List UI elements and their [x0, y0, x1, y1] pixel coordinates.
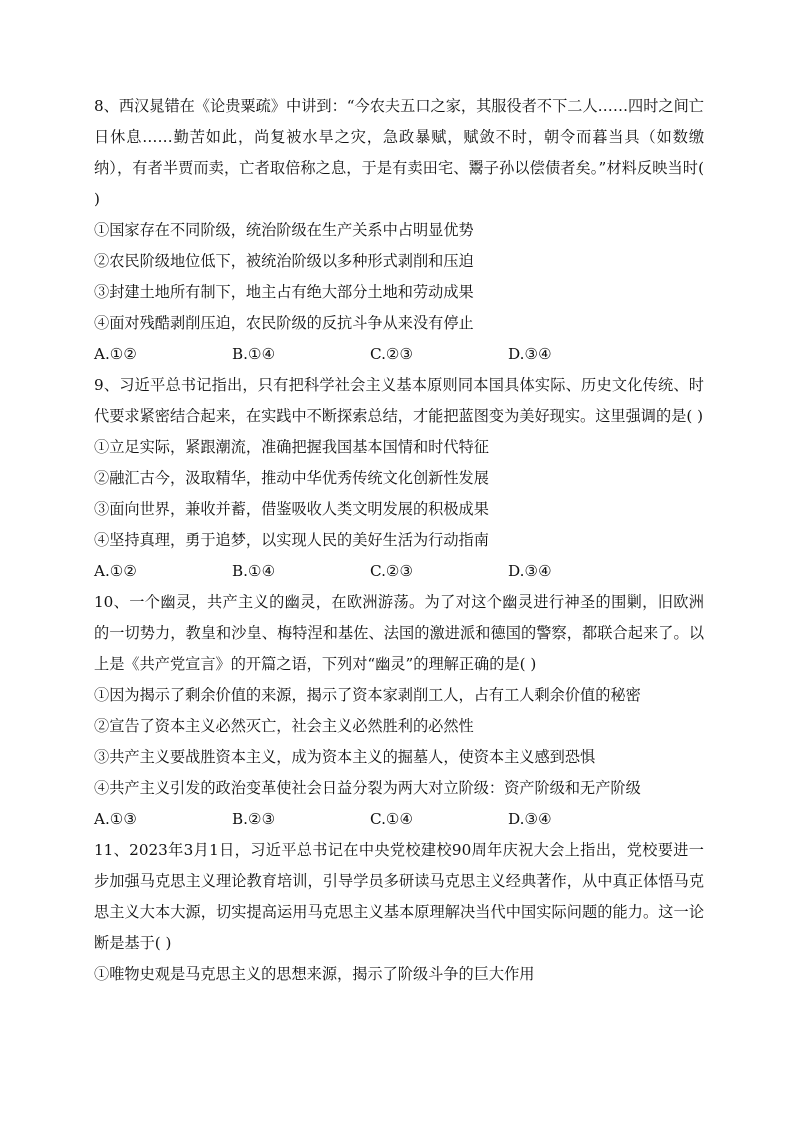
answer-choice: D.③④ — [508, 345, 552, 363]
option-item: ①立足实际，紧跟潮流，准确把握我国基本国情和时代特征 — [94, 438, 489, 456]
answer-choice: C.①④ — [370, 810, 414, 828]
answer-choice: B.①④ — [232, 562, 276, 580]
answer-choice: D.③④ — [508, 810, 552, 828]
option-item: ②融汇古今，汲取精华，推动中华优秀传统文化创新性发展 — [94, 469, 489, 487]
question-10 — [94, 587, 704, 835]
question-9 — [94, 370, 704, 587]
answer-choice: D.③④ — [508, 562, 552, 580]
answer-choice: C.②③ — [370, 562, 414, 580]
option-item: ③共产主义要战胜资本主义，成为资本主义的掘墓人，使资本主义感到恐惧 — [94, 748, 596, 766]
option-item: ①国家存在不同阶级，统治阶级在生产关系中占明显优势 — [94, 221, 474, 239]
answer-choice: B.①④ — [232, 345, 276, 363]
document-content — [94, 91, 704, 990]
option-item: ④面对残酷剥削压迫，农民阶级的反抗斗争从来没有停止 — [94, 314, 474, 332]
question-stem: 10、一个幽灵，共产主义的幽灵，在欧洲游荡。为了对这个幽灵进行神圣的围剿，旧欧洲的一切势力，教皇和沙皇、梅特涅和基佐、法国的激进派和德国的警察，都联合起来了。以上是《共产党宣言》的开篇之语，下列对“幽灵”的理解正确的是( ) — [94, 593, 704, 673]
question-stem: 8、西汉晁错在《论贵粟疏》中讲到：“今农夫五口之家，其服役者不下二人……四时之间亡日休息……勤苦如此，尚复被水旱之灾，急政暴赋，赋敛不时，朝令而暮当具（如数缴纳），有者半贾而卖，亡者取倍称之息，于是有卖田宅、鬻子孙以偿债者矣。”材料反映当时( ) — [94, 97, 704, 208]
answer-choice: C.②③ — [370, 345, 414, 363]
option-item: ③面向世界，兼收并蓄，借鉴吸收人类文明发展的积极成果 — [94, 500, 489, 518]
question-stem: 9、习近平总书记指出，只有把科学社会主义基本原则同本国具体实际、历史文化传统、时代要求紧密结合起来，在实践中不断探索总结，才能把蓝图变为美好现实。这里强调的是( ) — [94, 376, 704, 425]
answer-choices — [94, 556, 704, 587]
answer-choice: A.①③ — [94, 810, 138, 828]
option-item: ②农民阶级地位低下，被统治阶级以多种形式剥削和压迫 — [94, 252, 474, 270]
option-item: ④坚持真理，勇于追梦，以实现人民的美好生活为行动指南 — [94, 531, 489, 549]
question-8 — [94, 91, 704, 370]
option-item: ②宣告了资本主义必然灭亡，社会主义必然胜利的必然性 — [94, 717, 474, 735]
question-stem: 11、2023年3月1日，习近平总书记在中央党校建校90周年庆祝大会上指出，党校要进一步加强马克思主义理论教育培训，引导学员多研读马克思主义经典著作，从中真正体悟马克思主义大本大源，切实提高运用马克思主义基本原理解决当代中国实际问题的能力。这一论断是基于( ) — [94, 841, 704, 952]
answer-choices — [94, 804, 704, 835]
answer-choices — [94, 339, 704, 370]
answer-choice: A.①② — [94, 345, 138, 363]
answer-choice: A.①② — [94, 562, 138, 580]
option-item: ①唯物史观是马克思主义的思想来源，揭示了阶级斗争的巨大作用 — [94, 965, 535, 983]
option-item: ④共产主义引发的政治变革使社会日益分裂为两大对立阶级：资产阶级和无产阶级 — [94, 779, 641, 797]
option-item: ③封建土地所有制下，地主占有绝大部分土地和劳动成果 — [94, 283, 474, 301]
option-item: ①因为揭示了剩余价值的来源，揭示了资本家剥削工人，占有工人剩余价值的秘密 — [94, 686, 641, 704]
answer-choice: B.②③ — [232, 810, 276, 828]
question-11 — [94, 835, 704, 990]
